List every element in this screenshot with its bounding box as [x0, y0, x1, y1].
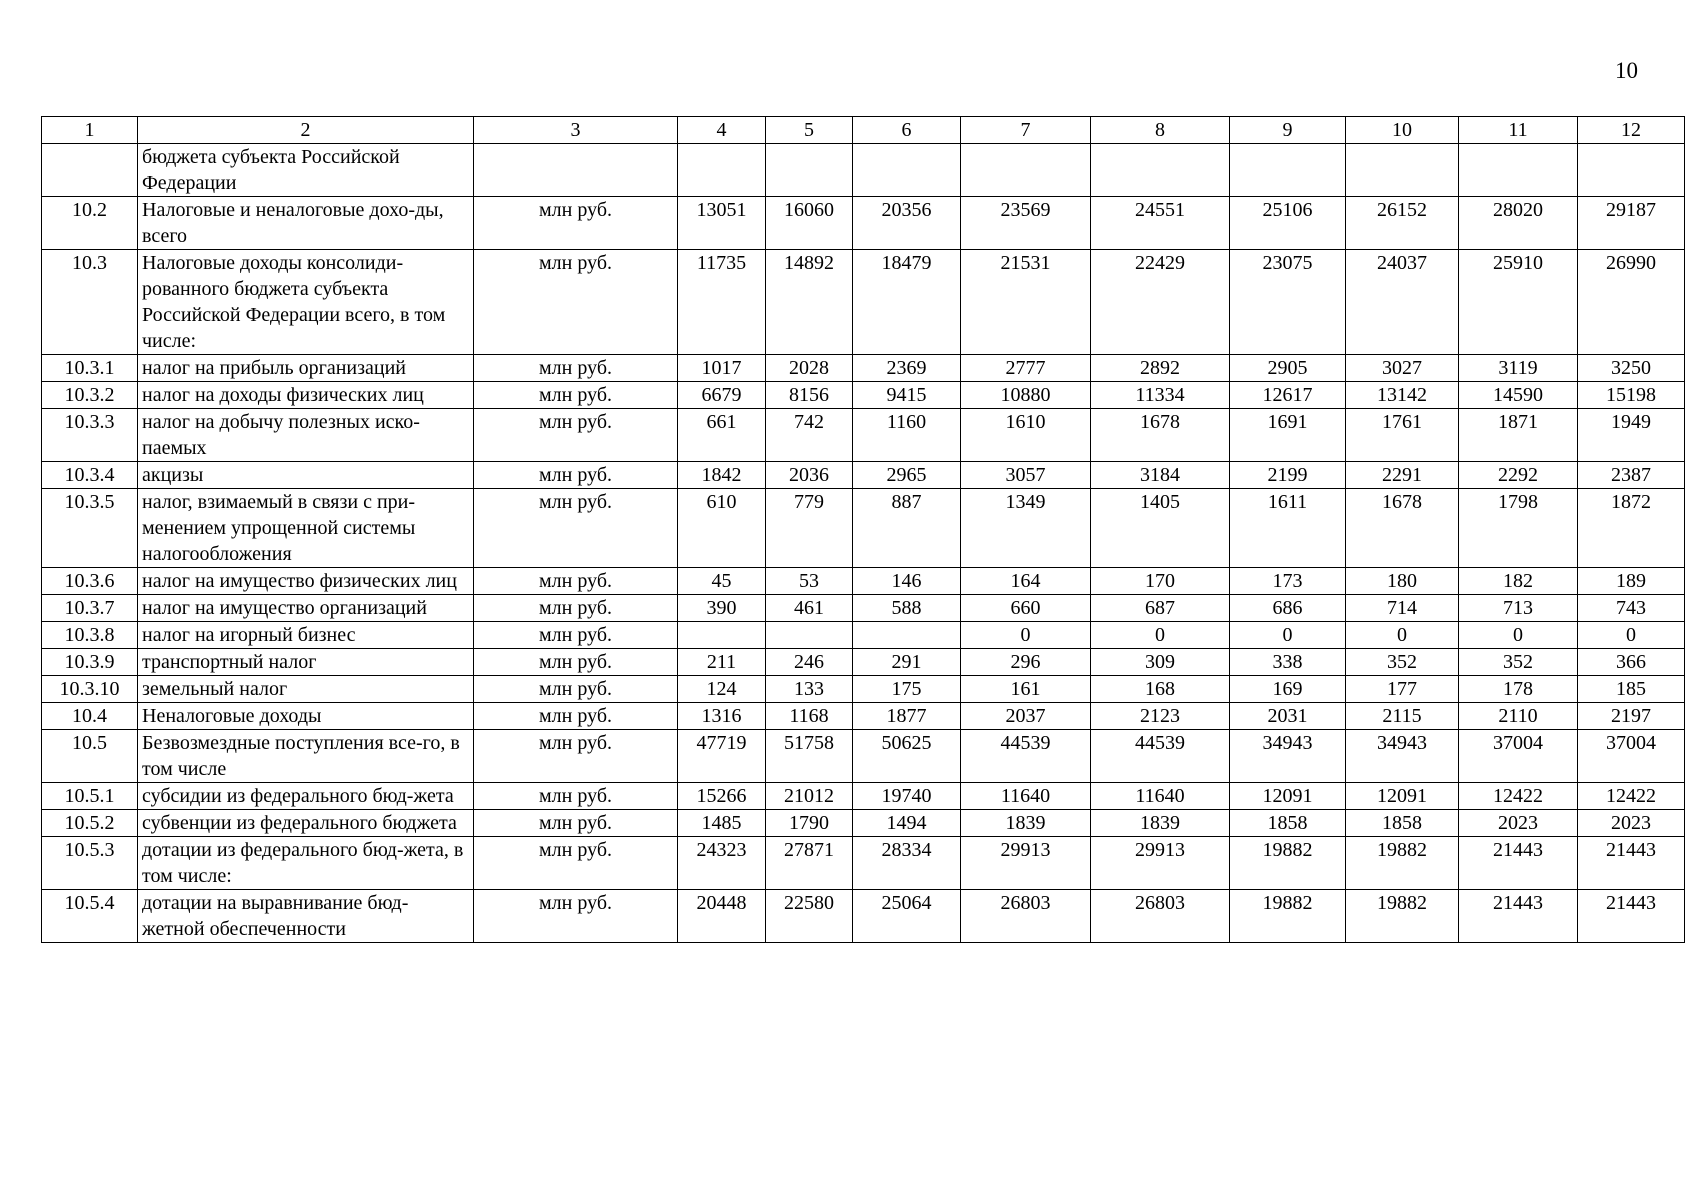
table-row — [42, 595, 1685, 622]
value-cell: 2036 — [766, 462, 853, 489]
value-cell: 1877 — [853, 703, 961, 730]
value-cell: 37004 — [1459, 730, 1578, 783]
value-cell: 743 — [1578, 595, 1685, 622]
table-row — [42, 355, 1685, 382]
indicator-name-cell: налог на доходы физических лиц — [138, 382, 474, 409]
value-cell: 21531 — [961, 250, 1091, 355]
value-cell: 170 — [1091, 568, 1230, 595]
value-cell: 26152 — [1346, 197, 1459, 250]
row-number-cell: 10.3 — [42, 250, 138, 355]
unit-cell: млн руб. — [474, 250, 678, 355]
header-cell: 6 — [853, 117, 961, 144]
value-cell: 0 — [1091, 622, 1230, 649]
indicator-name-cell: дотации на выравнивание бюд-жетной обеспеченности — [138, 890, 474, 943]
value-cell: 124 — [678, 676, 766, 703]
value-cell: 173 — [1230, 568, 1346, 595]
header-cell: 8 — [1091, 117, 1230, 144]
value-cell: 44539 — [1091, 730, 1230, 783]
value-cell: 178 — [1459, 676, 1578, 703]
header-cell: 11 — [1459, 117, 1578, 144]
indicator-name-cell: акцизы — [138, 462, 474, 489]
value-cell: 1316 — [678, 703, 766, 730]
unit-cell: млн руб. — [474, 649, 678, 676]
value-cell: 2028 — [766, 355, 853, 382]
value-cell: 291 — [853, 649, 961, 676]
value-cell: 1349 — [961, 489, 1091, 568]
value-cell: 1839 — [961, 810, 1091, 837]
value-cell: 21012 — [766, 783, 853, 810]
value-cell: 713 — [1459, 595, 1578, 622]
value-cell: 390 — [678, 595, 766, 622]
value-cell: 1798 — [1459, 489, 1578, 568]
value-cell: 1160 — [853, 409, 961, 462]
value-cell: 161 — [961, 676, 1091, 703]
unit-cell — [474, 144, 678, 197]
table-row — [42, 837, 1685, 890]
row-number-cell: 10.2 — [42, 197, 138, 250]
value-cell: 211 — [678, 649, 766, 676]
value-cell: 2031 — [1230, 703, 1346, 730]
value-cell: 12422 — [1459, 783, 1578, 810]
value-cell: 610 — [678, 489, 766, 568]
value-cell: 1168 — [766, 703, 853, 730]
value-cell: 19740 — [853, 783, 961, 810]
value-cell: 686 — [1230, 595, 1346, 622]
table-row — [42, 197, 1685, 250]
unit-cell: млн руб. — [474, 783, 678, 810]
value-cell: 47719 — [678, 730, 766, 783]
value-cell: 53 — [766, 568, 853, 595]
indicator-name-cell: Безвозмездные поступления все-го, в том числе — [138, 730, 474, 783]
value-cell: 2197 — [1578, 703, 1685, 730]
unit-cell: млн руб. — [474, 622, 678, 649]
value-cell: 11735 — [678, 250, 766, 355]
indicator-name-cell: налог на прибыль организаций — [138, 355, 474, 382]
value-cell: 1872 — [1578, 489, 1685, 568]
value-cell: 1691 — [1230, 409, 1346, 462]
value-cell: 25106 — [1230, 197, 1346, 250]
value-cell: 34943 — [1346, 730, 1459, 783]
value-cell: 1017 — [678, 355, 766, 382]
value-cell: 169 — [1230, 676, 1346, 703]
unit-cell: млн руб. — [474, 810, 678, 837]
header-cell: 4 — [678, 117, 766, 144]
value-cell: 3250 — [1578, 355, 1685, 382]
value-cell: 588 — [853, 595, 961, 622]
value-cell: 1494 — [853, 810, 961, 837]
value-cell: 3119 — [1459, 355, 1578, 382]
value-cell: 779 — [766, 489, 853, 568]
value-cell: 1949 — [1578, 409, 1685, 462]
value-cell: 12617 — [1230, 382, 1346, 409]
indicator-name-cell: транспортный налог — [138, 649, 474, 676]
value-cell: 2387 — [1578, 462, 1685, 489]
value-cell: 15198 — [1578, 382, 1685, 409]
value-cell: 26803 — [1091, 890, 1230, 943]
value-cell: 0 — [961, 622, 1091, 649]
header-cell: 10 — [1346, 117, 1459, 144]
row-number-cell: 10.3.6 — [42, 568, 138, 595]
value-cell: 2110 — [1459, 703, 1578, 730]
value-cell: 133 — [766, 676, 853, 703]
header-cell: 7 — [961, 117, 1091, 144]
value-cell: 1842 — [678, 462, 766, 489]
value-cell: 14590 — [1459, 382, 1578, 409]
row-number-cell: 10.3.7 — [42, 595, 138, 622]
value-cell: 6679 — [678, 382, 766, 409]
row-number-cell: 10.4 — [42, 703, 138, 730]
unit-cell: млн руб. — [474, 595, 678, 622]
value-cell: 15266 — [678, 783, 766, 810]
value-cell: 12091 — [1346, 783, 1459, 810]
unit-cell: млн руб. — [474, 890, 678, 943]
value-cell: 2292 — [1459, 462, 1578, 489]
row-number-cell: 10.5.2 — [42, 810, 138, 837]
value-cell: 3057 — [961, 462, 1091, 489]
value-cell: 20356 — [853, 197, 961, 250]
value-cell: 2199 — [1230, 462, 1346, 489]
value-cell — [1091, 144, 1230, 197]
value-cell — [766, 144, 853, 197]
header-cell: 12 — [1578, 117, 1685, 144]
value-cell: 16060 — [766, 197, 853, 250]
value-cell: 2892 — [1091, 355, 1230, 382]
header-cell: 5 — [766, 117, 853, 144]
value-cell: 1858 — [1346, 810, 1459, 837]
value-cell: 661 — [678, 409, 766, 462]
value-cell: 26803 — [961, 890, 1091, 943]
value-cell: 164 — [961, 568, 1091, 595]
value-cell — [853, 622, 961, 649]
value-cell — [1230, 144, 1346, 197]
unit-cell: млн руб. — [474, 382, 678, 409]
table-row — [42, 568, 1685, 595]
indicator-name-cell: субвенции из федерального бюджета — [138, 810, 474, 837]
table-row — [42, 250, 1685, 355]
unit-cell: млн руб. — [474, 197, 678, 250]
value-cell: 34943 — [1230, 730, 1346, 783]
value-cell: 0 — [1459, 622, 1578, 649]
value-cell: 11334 — [1091, 382, 1230, 409]
indicator-name-cell: налог на игорный бизнес — [138, 622, 474, 649]
indicator-name-cell: налог на имущество организаций — [138, 595, 474, 622]
unit-cell: млн руб. — [474, 837, 678, 890]
value-cell: 45 — [678, 568, 766, 595]
value-cell — [853, 144, 961, 197]
value-cell: 22580 — [766, 890, 853, 943]
value-cell: 3184 — [1091, 462, 1230, 489]
table-row — [42, 730, 1685, 783]
table-row — [42, 649, 1685, 676]
value-cell: 1611 — [1230, 489, 1346, 568]
table-row — [42, 890, 1685, 943]
value-cell: 887 — [853, 489, 961, 568]
indicator-name-cell: налог, взимаемый в связи с при-менением упрощенной системы налогообложения — [138, 489, 474, 568]
indicator-name-cell: Налоговые и неналоговые дохо-ды, всего — [138, 197, 474, 250]
value-cell: 21443 — [1578, 890, 1685, 943]
value-cell: 2965 — [853, 462, 961, 489]
value-cell: 11640 — [961, 783, 1091, 810]
value-cell: 296 — [961, 649, 1091, 676]
header-cell: 3 — [474, 117, 678, 144]
indicator-name-cell: бюджета субъекта Российской Федерации — [138, 144, 474, 197]
row-number-cell: 10.3.8 — [42, 622, 138, 649]
value-cell: 23569 — [961, 197, 1091, 250]
value-cell: 20448 — [678, 890, 766, 943]
row-number-cell — [42, 144, 138, 197]
value-cell: 27871 — [766, 837, 853, 890]
unit-cell: млн руб. — [474, 730, 678, 783]
value-cell: 0 — [1578, 622, 1685, 649]
value-cell: 246 — [766, 649, 853, 676]
header-cell: 2 — [138, 117, 474, 144]
unit-cell: млн руб. — [474, 462, 678, 489]
value-cell: 660 — [961, 595, 1091, 622]
value-cell: 146 — [853, 568, 961, 595]
value-cell: 180 — [1346, 568, 1459, 595]
value-cell: 2123 — [1091, 703, 1230, 730]
value-cell: 2905 — [1230, 355, 1346, 382]
unit-cell: млн руб. — [474, 489, 678, 568]
value-cell — [678, 144, 766, 197]
value-cell — [1346, 144, 1459, 197]
row-number-cell: 10.3.5 — [42, 489, 138, 568]
value-cell: 25064 — [853, 890, 961, 943]
table-row — [42, 489, 1685, 568]
indicator-name-cell: Налоговые доходы консолиди-рованного бюджета субъекта Российской Федерации всего, в том числе: — [138, 250, 474, 355]
table-row — [42, 676, 1685, 703]
value-cell: 24037 — [1346, 250, 1459, 355]
value-cell: 1610 — [961, 409, 1091, 462]
value-cell: 19882 — [1230, 890, 1346, 943]
table-row — [42, 144, 1685, 197]
row-number-cell: 10.5.1 — [42, 783, 138, 810]
value-cell: 29913 — [961, 837, 1091, 890]
value-cell: 24323 — [678, 837, 766, 890]
value-cell: 12422 — [1578, 783, 1685, 810]
value-cell: 177 — [1346, 676, 1459, 703]
value-cell: 185 — [1578, 676, 1685, 703]
row-number-cell: 10.5.3 — [42, 837, 138, 890]
value-cell — [961, 144, 1091, 197]
value-cell: 28334 — [853, 837, 961, 890]
value-cell: 44539 — [961, 730, 1091, 783]
value-cell: 26990 — [1578, 250, 1685, 355]
header-cell: 9 — [1230, 117, 1346, 144]
unit-cell: млн руб. — [474, 568, 678, 595]
table-row — [42, 382, 1685, 409]
value-cell: 168 — [1091, 676, 1230, 703]
value-cell: 19882 — [1230, 837, 1346, 890]
indicator-name-cell: дотации из федерального бюд-жета, в том числе: — [138, 837, 474, 890]
value-cell: 21443 — [1578, 837, 1685, 890]
value-cell: 23075 — [1230, 250, 1346, 355]
value-cell: 21443 — [1459, 890, 1578, 943]
value-cell: 1678 — [1091, 409, 1230, 462]
value-cell: 366 — [1578, 649, 1685, 676]
value-cell: 1485 — [678, 810, 766, 837]
value-cell: 1790 — [766, 810, 853, 837]
value-cell — [766, 622, 853, 649]
value-cell: 29913 — [1091, 837, 1230, 890]
table-row — [42, 622, 1685, 649]
value-cell: 175 — [853, 676, 961, 703]
value-cell: 9415 — [853, 382, 961, 409]
value-cell: 2291 — [1346, 462, 1459, 489]
value-cell: 24551 — [1091, 197, 1230, 250]
value-cell: 742 — [766, 409, 853, 462]
value-cell: 12091 — [1230, 783, 1346, 810]
table-row — [42, 462, 1685, 489]
row-number-cell: 10.5.4 — [42, 890, 138, 943]
value-cell: 1871 — [1459, 409, 1578, 462]
value-cell: 338 — [1230, 649, 1346, 676]
table-row — [42, 409, 1685, 462]
value-cell: 3027 — [1346, 355, 1459, 382]
value-cell: 37004 — [1578, 730, 1685, 783]
table-row — [42, 783, 1685, 810]
header-row — [42, 117, 1685, 144]
value-cell: 714 — [1346, 595, 1459, 622]
value-cell: 28020 — [1459, 197, 1578, 250]
unit-cell: млн руб. — [474, 409, 678, 462]
value-cell: 1761 — [1346, 409, 1459, 462]
value-cell: 18479 — [853, 250, 961, 355]
value-cell: 13051 — [678, 197, 766, 250]
value-cell — [1578, 144, 1685, 197]
row-number-cell: 10.3.2 — [42, 382, 138, 409]
value-cell: 461 — [766, 595, 853, 622]
table-row — [42, 703, 1685, 730]
value-cell: 51758 — [766, 730, 853, 783]
value-cell — [1459, 144, 1578, 197]
value-cell: 19882 — [1346, 837, 1459, 890]
value-cell: 687 — [1091, 595, 1230, 622]
value-cell: 8156 — [766, 382, 853, 409]
value-cell: 21443 — [1459, 837, 1578, 890]
value-cell: 11640 — [1091, 783, 1230, 810]
value-cell: 19882 — [1346, 890, 1459, 943]
value-cell: 352 — [1346, 649, 1459, 676]
value-cell — [678, 622, 766, 649]
value-cell: 14892 — [766, 250, 853, 355]
value-cell: 50625 — [853, 730, 961, 783]
row-number-cell: 10.5 — [42, 730, 138, 783]
value-cell: 2115 — [1346, 703, 1459, 730]
row-number-cell: 10.3.9 — [42, 649, 138, 676]
value-cell: 2023 — [1578, 810, 1685, 837]
indicator-name-cell: Неналоговые доходы — [138, 703, 474, 730]
value-cell: 1858 — [1230, 810, 1346, 837]
value-cell: 13142 — [1346, 382, 1459, 409]
value-cell: 2777 — [961, 355, 1091, 382]
row-number-cell: 10.3.10 — [42, 676, 138, 703]
table-body — [42, 117, 1685, 943]
value-cell: 25910 — [1459, 250, 1578, 355]
indicator-name-cell: налог на имущество физических лиц — [138, 568, 474, 595]
value-cell: 2037 — [961, 703, 1091, 730]
indicator-name-cell: земельный налог — [138, 676, 474, 703]
page-number: 10 — [1615, 58, 1638, 83]
row-number-cell: 10.3.4 — [42, 462, 138, 489]
unit-cell: млн руб. — [474, 355, 678, 382]
value-cell: 182 — [1459, 568, 1578, 595]
value-cell: 1678 — [1346, 489, 1459, 568]
value-cell: 0 — [1346, 622, 1459, 649]
value-cell: 2023 — [1459, 810, 1578, 837]
row-number-cell: 10.3.1 — [42, 355, 138, 382]
indicator-name-cell: субсидии из федерального бюд-жета — [138, 783, 474, 810]
value-cell: 189 — [1578, 568, 1685, 595]
value-cell: 22429 — [1091, 250, 1230, 355]
value-cell: 1839 — [1091, 810, 1230, 837]
indicator-name-cell: налог на добычу полезных иско-паемых — [138, 409, 474, 462]
unit-cell: млн руб. — [474, 703, 678, 730]
row-number-cell: 10.3.3 — [42, 409, 138, 462]
value-cell: 309 — [1091, 649, 1230, 676]
table-row — [42, 810, 1685, 837]
header-cell: 1 — [42, 117, 138, 144]
value-cell: 29187 — [1578, 197, 1685, 250]
value-cell: 0 — [1230, 622, 1346, 649]
value-cell: 352 — [1459, 649, 1578, 676]
value-cell: 10880 — [961, 382, 1091, 409]
value-cell: 2369 — [853, 355, 961, 382]
unit-cell: млн руб. — [474, 676, 678, 703]
budget-revenue-table — [41, 116, 1685, 943]
value-cell: 1405 — [1091, 489, 1230, 568]
